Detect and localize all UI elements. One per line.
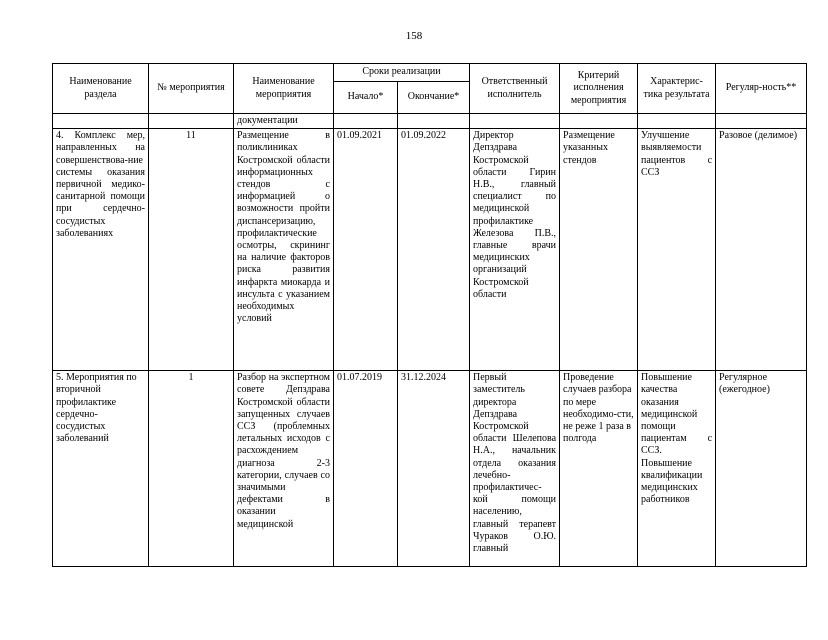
header-regularity: Регуляр-ность** [716,64,807,114]
row-measure: Размещение в поликлиниках Костромской области информационных стендов с информацией о возможности пройти диспансеризацию, профилактические осмотры, скрининг на наличие факторов риска развития инфаркта миокарда и инсульта с указанием необходимых условий [234,129,334,371]
row-result: Улучшение выявляемости пациентов с ССЗ [638,129,716,371]
table-row [53,371,807,567]
row-number: 1 [149,371,234,567]
row-start: 01.07.2019 [334,371,398,567]
header-end: Окончание* [398,82,470,114]
header-result: Характерис-тика результата [638,64,716,114]
row-responsible: Первый заместитель директора Депздрава Костромской области Шелепова Н.А., начальник отдела оказания лечебно-профилактичес-кой помощи населению, главный терапевт Чураков О.Ю. главный [470,371,560,567]
row-section: 5. Мероприятия по вторичной профилактике сердечно-сосудистых заболеваний [53,371,149,567]
header-criterion: Критерий исполнения мероприятия [560,64,638,114]
header-number: № мероприятия [149,64,234,114]
header-section: Наименование раздела [53,64,149,114]
measures-table [52,63,807,567]
table-row [53,114,807,129]
row-end: 01.09.2022 [398,129,470,371]
header-dates: Сроки реализации [334,64,470,82]
continuation-text: документации [234,114,334,129]
row-end: 31.12.2024 [398,371,470,567]
header-start: Начало* [334,82,398,114]
row-regularity: Регулярное (ежегодное) [716,371,807,567]
page-number: 158 [405,30,423,42]
header-responsible: Ответственный исполнитель [470,64,560,114]
row-responsible: Директор Депздрава Костромской области Гирин Н.В., главный специалист по медицинской профилактике Железова П.В., главные врачи медицинских организаций Костромской области [470,129,560,371]
row-regularity: Разовое (делимое) [716,129,807,371]
row-criterion: Размещение указанных стендов [560,129,638,371]
row-start: 01.09.2021 [334,129,398,371]
row-measure: Разбор на экспертном совете Депздрава Костромской области запущенных случаев ССЗ (проблемных летальных исходов с расхождением диагноза 2-3 категории, случаев со значимыми дефектами в оказании медицинской [234,371,334,567]
row-result: Повышение качества оказания медицинской помощи пациентам с ССЗ. Повышение квалификации медицинских работников [638,371,716,567]
table-row [53,129,807,371]
row-section: 4. Комплекс мер, направленных на совершенствова-ние системы оказания первичной медико-санитарной помощи при сердечно-сосудистых заболеваниях [53,129,149,371]
header-measure: Наименование мероприятия [234,64,334,114]
row-criterion: Проведение случаев разбора по мере необходимо-сти, не реже 1 раза в полгода [560,371,638,567]
row-number: 11 [149,129,234,371]
